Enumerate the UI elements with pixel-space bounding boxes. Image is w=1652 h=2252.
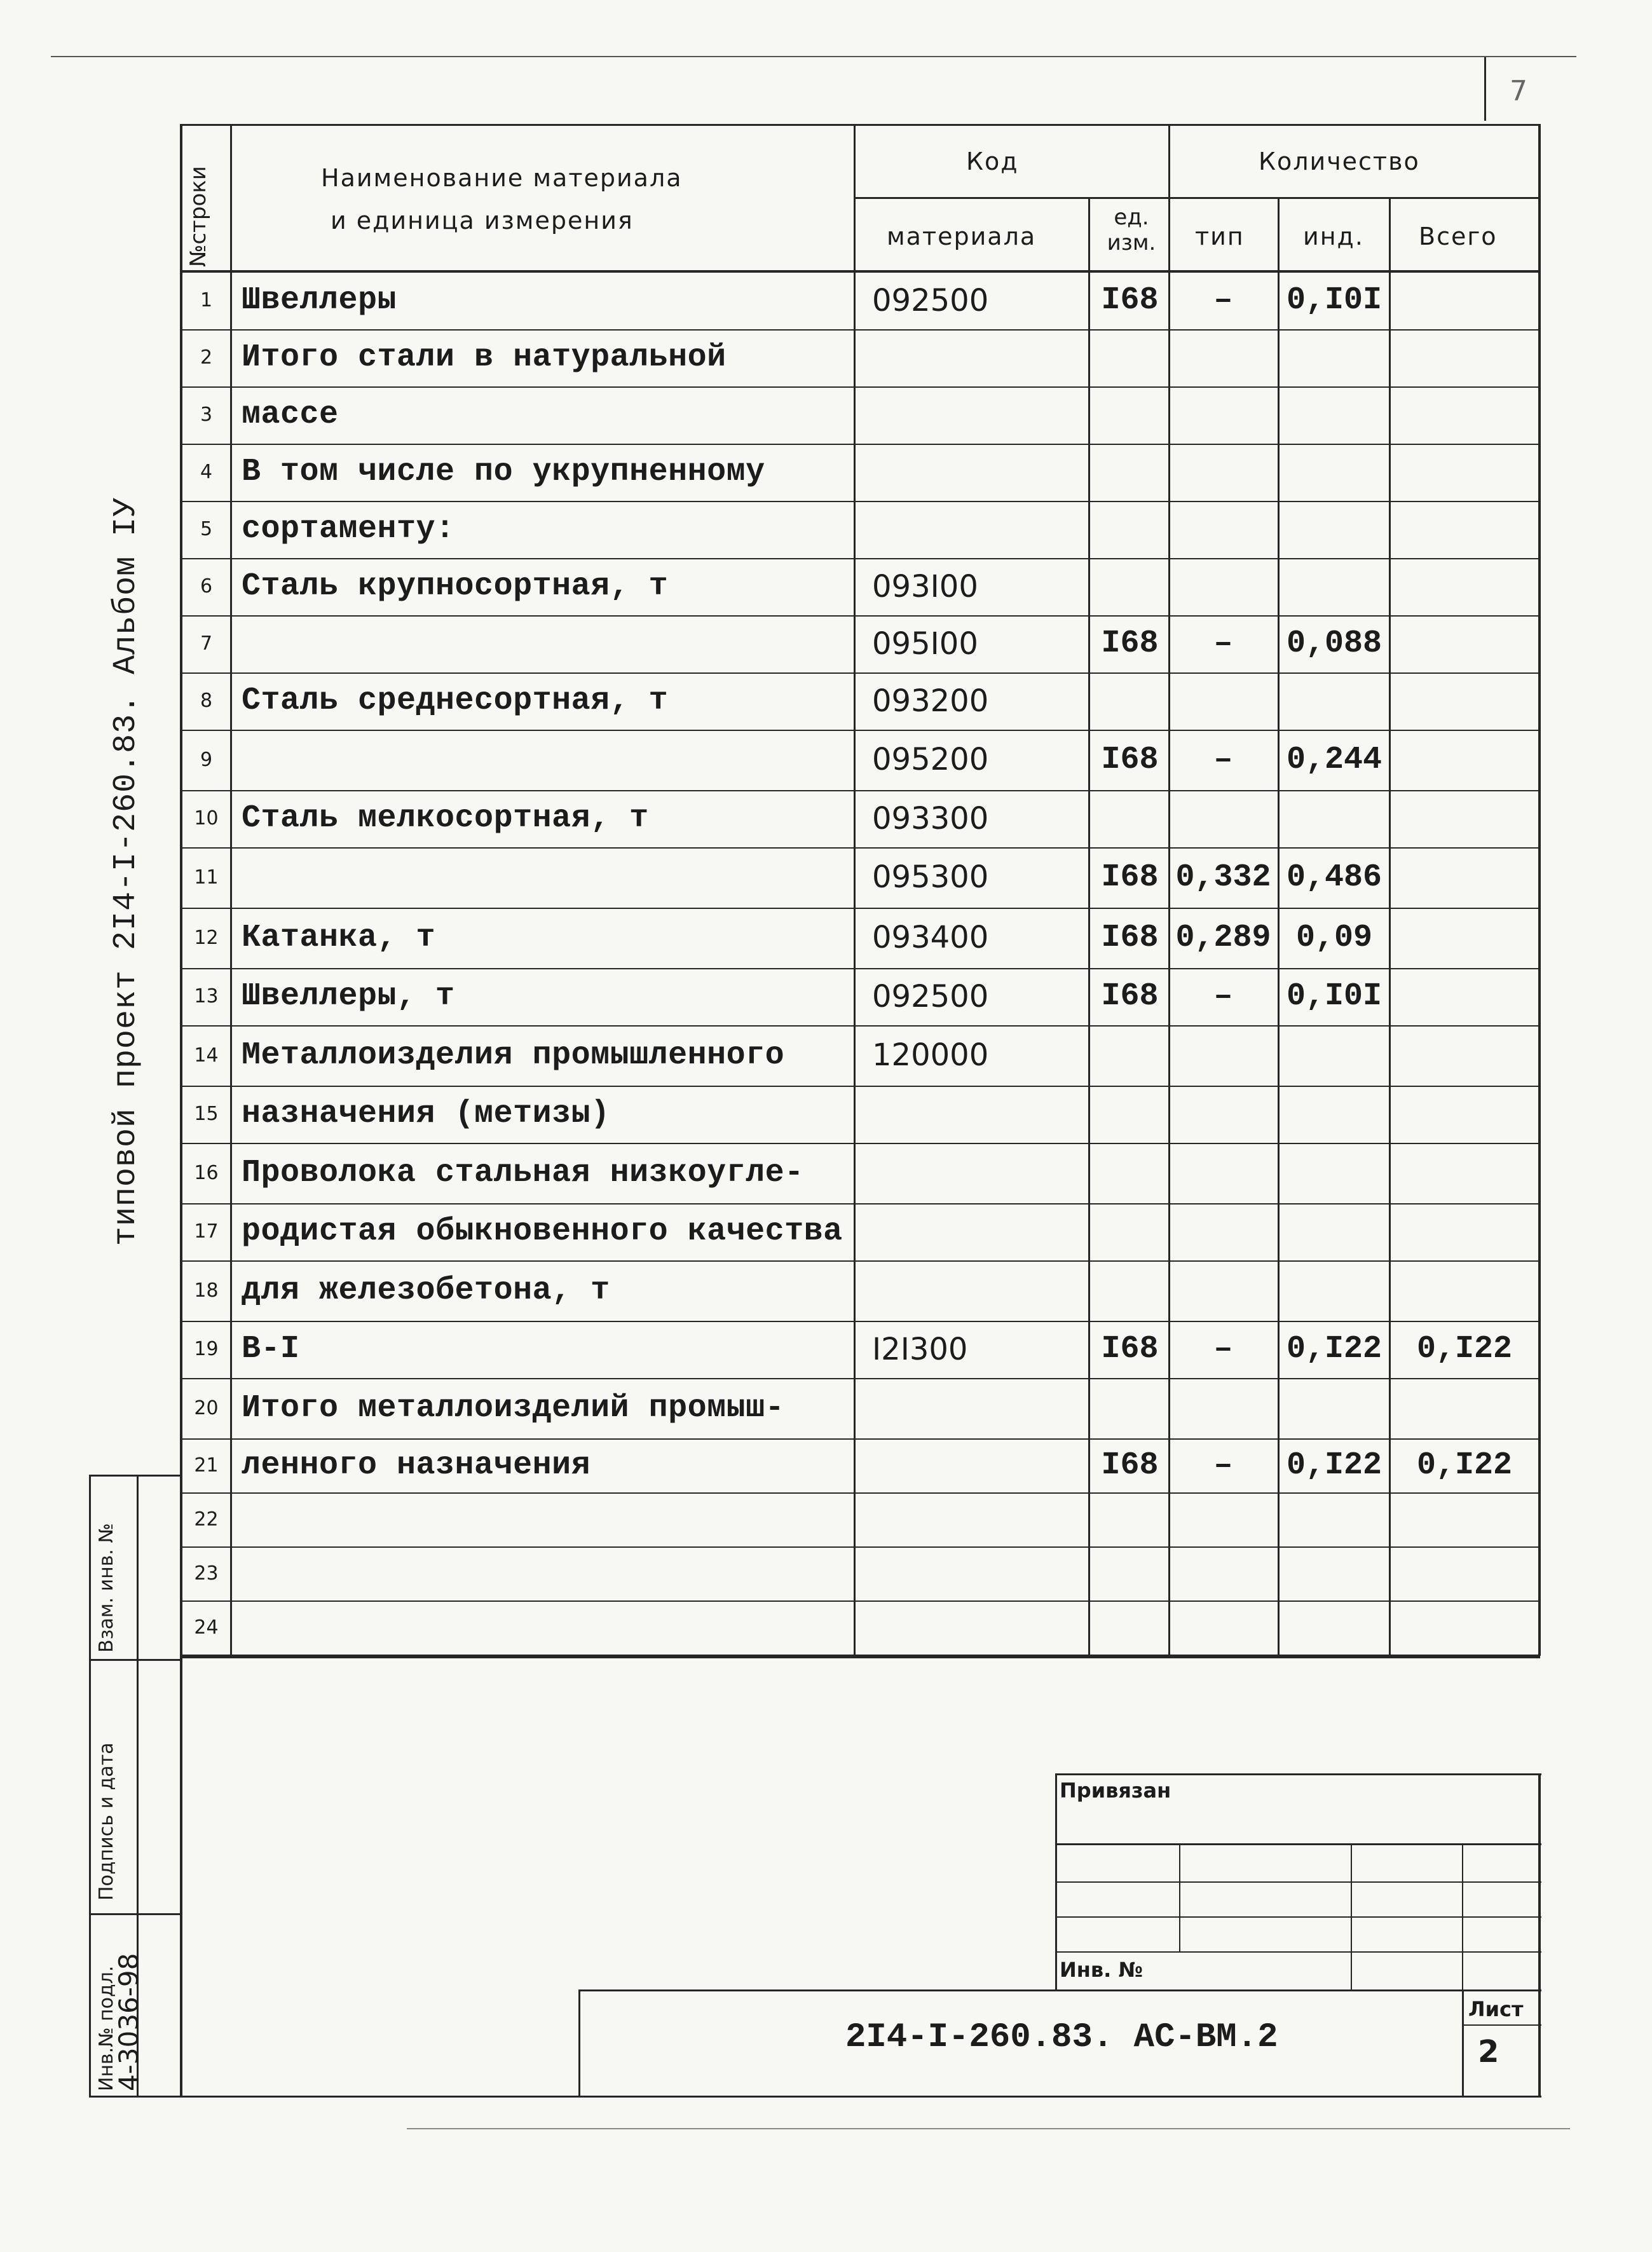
cell-code — [872, 1087, 1082, 1142]
cell-unit — [1093, 1144, 1166, 1202]
cell-unit: I68 — [1101, 859, 1159, 896]
cell-name: родистая обыкновенного качества — [242, 1213, 843, 1250]
header-type: тип — [1195, 222, 1245, 250]
cell-name: Швеллеры, т — [242, 978, 455, 1014]
cell-total — [1392, 331, 1537, 385]
top-edge-line — [51, 56, 1576, 57]
cell-unit — [1093, 1204, 1166, 1259]
cell-total — [1392, 969, 1537, 1024]
cell-name: массе — [242, 397, 339, 433]
cell-n: 10 — [194, 807, 219, 829]
cell-ind — [1281, 1379, 1388, 1437]
cell-total — [1392, 731, 1537, 789]
cell-n: 18 — [194, 1280, 219, 1302]
cell-name: Итого стали в натуральной — [242, 339, 727, 376]
cell-type — [1171, 791, 1276, 846]
cell-unit: I68 — [1101, 625, 1159, 662]
cell-unit: I68 — [1101, 282, 1159, 318]
cell-unit — [1093, 1379, 1166, 1437]
cell-ind — [1281, 1204, 1388, 1259]
cell-unit: I68 — [1101, 742, 1159, 778]
cell-total — [1392, 674, 1537, 728]
stamp-inv-no: Инв. № — [1060, 1958, 1143, 1982]
cell-type — [1171, 1027, 1276, 1084]
cell-code: 095300 — [872, 859, 989, 895]
cell-type — [1171, 1144, 1276, 1202]
cell-n: 21 — [194, 1454, 219, 1477]
cell-name: Сталь среднесортная, т — [242, 683, 669, 719]
cell-code — [872, 445, 1082, 500]
cell-total: 0,I22 — [1416, 1331, 1513, 1367]
cell-name: Швеллеры — [242, 282, 397, 318]
header-mid-line — [854, 197, 1540, 199]
cell-n: 13 — [194, 985, 219, 1007]
cell-name — [242, 1494, 852, 1545]
cell-name: В-I — [242, 1331, 300, 1367]
cell-total — [1392, 617, 1537, 671]
cell-type — [1171, 388, 1276, 442]
cell-code: 095I00 — [872, 626, 978, 662]
cell-code: 120000 — [872, 1037, 989, 1073]
header-ind: инд. — [1303, 222, 1364, 250]
cell-total — [1392, 1027, 1537, 1084]
cell-code — [872, 1494, 1082, 1545]
cell-name — [242, 617, 852, 671]
cell-unit — [1093, 1262, 1166, 1320]
cell-n: 22 — [194, 1508, 219, 1531]
cell-ind — [1281, 445, 1388, 500]
cell-type: – — [1213, 1331, 1233, 1367]
col-line-qty — [1168, 124, 1170, 1656]
cell-n: 12 — [194, 927, 219, 949]
cell-type — [1171, 1602, 1276, 1653]
header-name-line2: и единица измерения — [331, 207, 634, 235]
cell-n: 5 — [200, 518, 213, 540]
stamp-tied: Привязан — [1060, 1778, 1171, 1803]
header-unit: ед. изм. — [1107, 205, 1156, 256]
cell-type — [1171, 559, 1276, 614]
cell-ind — [1281, 331, 1388, 385]
cell-code — [872, 388, 1082, 442]
cell-type — [1171, 1204, 1276, 1259]
col-line-code — [854, 124, 856, 1656]
cell-total — [1392, 1379, 1537, 1437]
cell-n: 4 — [200, 461, 213, 483]
header-total: Всего — [1419, 222, 1498, 250]
cell-n: 11 — [194, 866, 219, 889]
cell-total — [1392, 909, 1537, 967]
header-code: Код — [966, 147, 1019, 175]
stamp-sheet-label: Лист — [1468, 1997, 1524, 2021]
cell-ind — [1281, 1494, 1388, 1545]
margin-inv-podl: Инв.№ подл. — [95, 1965, 118, 2091]
cell-type: 0,289 — [1175, 920, 1271, 956]
cell-total — [1392, 559, 1537, 614]
header-top-line — [180, 124, 1540, 126]
margin-inv-podl-value: 4-3036-98 — [113, 1953, 144, 2091]
cell-code — [872, 1440, 1082, 1491]
cell-ind — [1281, 1602, 1388, 1653]
cell-code — [872, 331, 1082, 385]
header-bottom-line — [180, 270, 1540, 273]
cell-ind — [1281, 559, 1388, 614]
bottom-edge-line — [407, 2128, 1570, 2129]
cell-code: 092500 — [872, 979, 989, 1014]
cell-unit — [1093, 331, 1166, 385]
cell-total — [1392, 1548, 1537, 1599]
cell-n: 19 — [194, 1338, 219, 1360]
cell-unit: I68 — [1101, 1331, 1159, 1367]
cell-unit — [1093, 1087, 1166, 1142]
cell-ind: 0,I0I — [1286, 282, 1382, 318]
cell-code — [872, 1262, 1082, 1320]
cell-ind — [1281, 1262, 1388, 1320]
stamp-sheet-no: 2 — [1478, 2034, 1499, 2070]
cell-ind: 0,I0I — [1286, 978, 1382, 1014]
cell-name: Сталь мелкосортная, т — [242, 800, 649, 836]
table-bottom-line — [180, 1656, 1540, 1658]
cell-name: Проволока стальная низкоугле- — [242, 1155, 804, 1191]
cell-n: 3 — [200, 404, 213, 426]
cell-ind — [1281, 791, 1388, 846]
cell-name: назначения (метизы) — [242, 1096, 610, 1132]
col-line-name — [230, 124, 232, 1656]
cell-ind: 0,486 — [1286, 859, 1382, 896]
cell-total — [1392, 791, 1537, 846]
margin-vzam-inv: Взам. инв. № — [95, 1523, 118, 1653]
cell-code: 095200 — [872, 742, 989, 777]
cell-name: Итого металлоизделий промыш- — [242, 1390, 785, 1426]
cell-ind — [1281, 1548, 1388, 1599]
cell-type — [1171, 1087, 1276, 1142]
cell-total — [1392, 1144, 1537, 1202]
cell-n: 14 — [194, 1044, 219, 1067]
cell-name: Металлоизделия промышленного — [242, 1037, 785, 1074]
cell-code: 093200 — [872, 683, 989, 719]
cell-type: 0,332 — [1175, 859, 1271, 896]
header-row-no: №строки — [186, 166, 211, 267]
cell-ind — [1281, 388, 1388, 442]
cell-total — [1392, 502, 1537, 557]
cell-n: 1 — [200, 289, 213, 311]
cell-code: 093300 — [872, 801, 989, 836]
cell-name: Катанка, т — [242, 920, 436, 956]
cell-unit: I68 — [1101, 978, 1159, 1014]
cell-name: сортаменту: — [242, 511, 455, 547]
header-quantity: Количество — [1259, 147, 1420, 175]
cell-n: 24 — [194, 1616, 219, 1639]
cell-code: I2I300 — [872, 1332, 968, 1367]
cell-type — [1171, 674, 1276, 728]
cell-unit — [1093, 674, 1166, 728]
margin-sign-date: Подпись и дата — [95, 1742, 118, 1901]
cell-ind: 0,088 — [1286, 625, 1382, 662]
cell-name — [242, 1548, 852, 1599]
cell-unit — [1093, 1602, 1166, 1653]
cell-type — [1171, 445, 1276, 500]
cell-unit — [1093, 1494, 1166, 1545]
cell-type: – — [1213, 282, 1233, 318]
stamp-doc-code: 2I4-I-260.83. АС-ВМ.2 — [845, 2018, 1278, 2057]
cell-total — [1392, 1087, 1537, 1142]
cell-code: 093I00 — [872, 569, 978, 604]
col-line-type — [1278, 197, 1280, 1656]
cell-unit — [1093, 502, 1166, 557]
cell-n: 2 — [200, 346, 213, 369]
cell-unit: I68 — [1101, 920, 1159, 956]
cell-name — [242, 731, 852, 789]
cell-ind — [1281, 502, 1388, 557]
cell-ind: 0,I22 — [1286, 1447, 1382, 1484]
col-line-ind — [1389, 197, 1391, 1656]
cell-ind — [1281, 1027, 1388, 1084]
cell-type: – — [1213, 625, 1233, 662]
cell-unit — [1093, 388, 1166, 442]
cell-type: – — [1213, 1447, 1233, 1484]
cell-name: ленного назначения — [242, 1447, 591, 1484]
cell-n: 7 — [200, 632, 213, 655]
cell-total — [1392, 1494, 1537, 1545]
cell-ind — [1281, 674, 1388, 728]
cell-unit — [1093, 1548, 1166, 1599]
cell-name: Сталь крупносортная, т — [242, 568, 669, 604]
cell-total: 0,I22 — [1416, 1447, 1513, 1484]
cell-n: 23 — [194, 1562, 219, 1585]
cell-name — [242, 849, 852, 906]
cell-type: – — [1213, 742, 1233, 778]
page-number-box-left — [1484, 57, 1486, 121]
cell-code — [872, 1204, 1082, 1259]
cell-total — [1392, 273, 1537, 328]
cell-unit — [1093, 445, 1166, 500]
cell-type — [1171, 1379, 1276, 1437]
cell-name: для железобетона, т — [242, 1273, 610, 1309]
cell-total — [1392, 1602, 1537, 1653]
cell-total — [1392, 849, 1537, 906]
cell-type — [1171, 1548, 1276, 1599]
cell-unit — [1093, 559, 1166, 614]
cell-code: 092500 — [872, 283, 989, 318]
cell-total — [1392, 1262, 1537, 1320]
cell-ind — [1281, 1144, 1388, 1202]
cell-ind: 0,09 — [1295, 920, 1373, 956]
cell-total — [1392, 1204, 1537, 1259]
page-number: 7 — [1510, 75, 1527, 107]
cell-n: 15 — [194, 1103, 219, 1125]
cell-n: 8 — [200, 690, 213, 712]
header-material: материала — [887, 222, 1037, 250]
cell-type — [1171, 1494, 1276, 1545]
cell-ind: 0,244 — [1286, 742, 1382, 778]
cell-total — [1392, 388, 1537, 442]
cell-type — [1171, 502, 1276, 557]
cell-code — [872, 502, 1082, 557]
cell-code — [872, 1602, 1082, 1653]
cell-type: – — [1213, 978, 1233, 1014]
cell-unit: I68 — [1101, 1447, 1159, 1484]
cell-code — [872, 1379, 1082, 1437]
side-title: типовой проект 2I4-I-260.83. Альбом IУ — [108, 496, 144, 1246]
col-line-unit — [1088, 197, 1090, 1656]
cell-code — [872, 1548, 1082, 1599]
table-right-border — [1538, 124, 1541, 1656]
cell-unit — [1093, 1027, 1166, 1084]
cell-n: 17 — [194, 1220, 219, 1243]
cell-n: 16 — [194, 1162, 219, 1184]
cell-n: 9 — [200, 749, 213, 771]
cell-type — [1171, 1262, 1276, 1320]
header-name-line1: Наименование материала — [321, 164, 683, 192]
cell-unit — [1093, 791, 1166, 846]
cell-ind: 0,I22 — [1286, 1331, 1382, 1367]
cell-name — [242, 1602, 852, 1653]
cell-total — [1392, 445, 1537, 500]
cell-name: В том числе по укрупненному — [242, 454, 765, 490]
cell-n: 20 — [194, 1397, 219, 1419]
cell-code — [872, 1144, 1082, 1202]
cell-n: 6 — [200, 575, 213, 597]
cell-type — [1171, 331, 1276, 385]
cell-code: 093400 — [872, 920, 989, 955]
cell-ind — [1281, 1087, 1388, 1142]
